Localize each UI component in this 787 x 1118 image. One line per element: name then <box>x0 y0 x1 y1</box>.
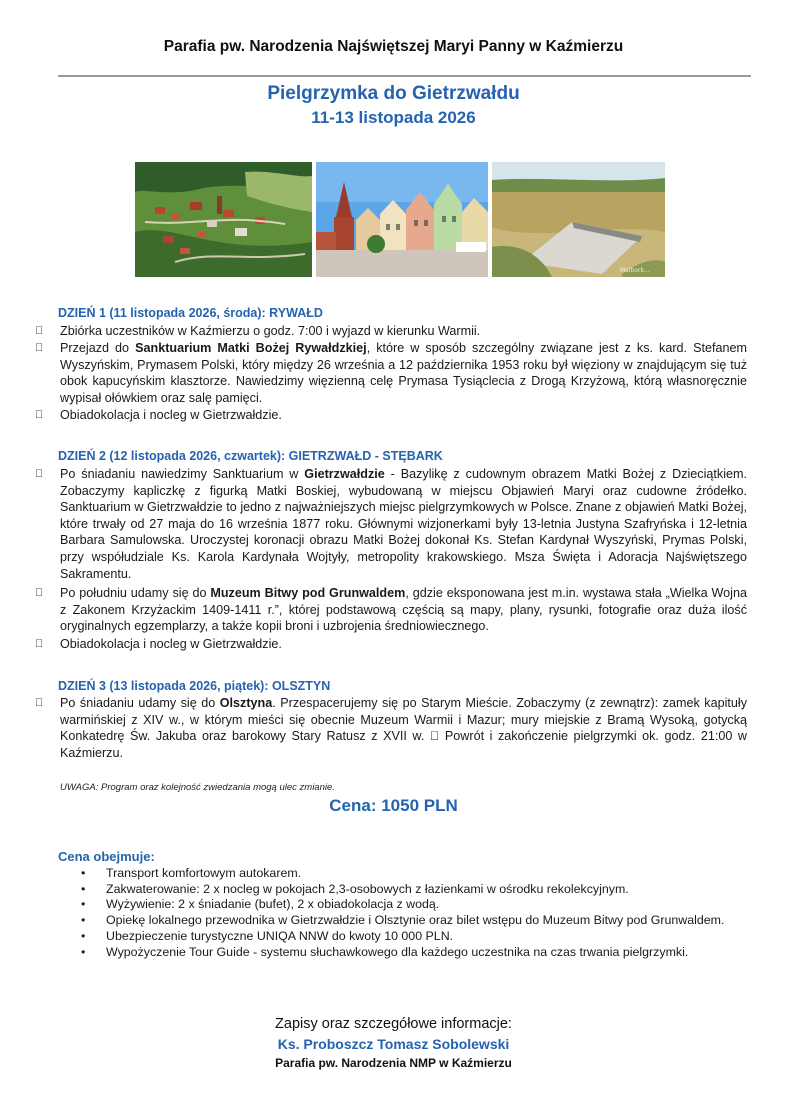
program-note: UWAGA: Program oraz kolejność zwiedzania mogą ulec zmianie. <box>60 782 335 793</box>
day-1-item-3 <box>35 407 747 424</box>
item-highlight: Gietrzwałdzie <box>304 467 385 481</box>
item-text: Po śniadaniu udamy się do <box>60 696 220 710</box>
day-3-item-1 <box>35 695 747 761</box>
item-highlight: Sanktuarium Matki Bożej Rywałdzkiej <box>135 341 367 355</box>
bullet-glyph <box>35 323 49 340</box>
photo-strip <box>135 162 665 277</box>
price-label: Cena: 1050 PLN <box>329 796 458 815</box>
bullet-glyph <box>35 340 49 357</box>
list-item: • Ubezpieczenie turystyczne UNIQA NNW do kwoty 10 000 PLN. <box>81 928 454 943</box>
item-text: Zbiórka uczestników w Kaźmierzu o godz. 7:00 i wyjazd w kierunku Warmii. <box>60 324 481 338</box>
day-2-item-3 <box>35 636 747 653</box>
includes-list <box>78 866 758 960</box>
battlefield-museum-photo <box>492 162 665 277</box>
event-title: Pielgrzymka do Gietrzwałdu <box>267 83 520 104</box>
photo-watermark: Malbork... <box>620 267 650 274</box>
day-2-heading: DZIEŃ 2 (12 listopada 2026, czwartek): GIETRZWAŁD - STĘBARK <box>58 449 443 463</box>
item-text: Przejazd do <box>60 341 136 355</box>
list-item: • Transport komfortowym autokarem. <box>81 866 302 880</box>
item-text: , gdzie eksponowana jest m.in. wystawa stała „Wielka Wojna z Zakonem Krzyżackim 1409-1411 r.”, której podstawową częścią są mapy, plany, rysunki, fotografie oraz duża ilość oryginalnych egzemplarzy, a także kopii broni i uzbrojenia średniowiecznego. <box>60 586 747 634</box>
day-2-item-1 <box>35 466 747 582</box>
old-town-square-photo <box>316 162 488 277</box>
includes-heading: Cena obejmuje: <box>58 849 155 864</box>
item-highlight: Olsztyna <box>219 696 273 710</box>
list-item: • Wyżywienie: 2 x śniadanie (bufet), 2 x obiadokolacja z wodą. <box>81 897 440 912</box>
contact-parish: Parafia pw. Narodzenia NMP w Kaźmierzu <box>275 1056 512 1070</box>
day-1-item-2 <box>35 340 747 406</box>
bullet-glyph <box>35 407 49 424</box>
day-1-heading: DZIEŃ 1 (11 listopada 2026, środa): RYWAŁD <box>58 306 323 320</box>
item-text: , które w sposób szczególny związane jest z ks. kard. Stefanem Wyszyńskim, Prymasem Polski, który między 26 września a 12 października 1953 roku był więziony w znajdującym się tuż obok kapucyńskim klasztorze. Nawiedzimy więzienną celę Prymasa Tysiąclecia z Drogą Krzyżową, którą własnoręcznie wypisał ołówkiem oraz salę pamięci. <box>60 341 747 405</box>
item-text: Po południu udamy się do <box>60 586 211 600</box>
bullet-glyph <box>35 585 49 602</box>
list-item: • Zakwaterowanie: 2 x nocleg w pokojach 2,3-osobowych z łazienkami w ośrodku rekolekcyjnym. <box>81 881 629 896</box>
day-1-item-1 <box>35 323 747 340</box>
day-3-heading: DZIEŃ 3 (13 listopada 2026, piątek): OLSZTYN <box>58 679 331 693</box>
item-text: Obiadokolacja i nocleg w Gietrzwałdzie. <box>60 408 282 422</box>
bullet-glyph <box>35 636 49 653</box>
header-divider <box>58 75 751 77</box>
item-text: Obiadokolacja i nocleg w Gietrzwałdzie. <box>60 637 282 651</box>
item-text: . Przespacerujemy się po Starym Mieście. Zobaczymy (z zewnątrz): zamek kapituły warmińskiej z XIV w., w którym mieści się obecnie Muzeum Warmii i Mazur; mury miejskie z Bramą Wysoką, gotycką Konkatedrę Św. Jakuba oraz barokowy Stary Ratusz z XVII w. Powrót i zakończenie pielgrzymki ok. godz. 21:00 w Kaźmierzu. <box>60 696 747 760</box>
event-dates: 11-13 listopada 2026 <box>311 108 476 127</box>
aerial-village-photo <box>135 162 312 277</box>
contact-priest: Ks. Proboszcz Tomasz Sobolewski <box>277 1036 510 1052</box>
day-2-item-2 <box>35 585 747 635</box>
parish-header: Parafia pw. Narodzenia Najświętszej Maryi Panny w Kaźmierzu <box>163 38 624 55</box>
item-text: - Bazylikę z cudownym obrazem Matki Bożej z Dzieciątkiem. Zobaczymy kapliczkę z figurką Matki Boskiej, wybudowaną w miejscu Objawień Maryi oraz cudowne źródełko. Sanktuarium w Gietrzwałdzie to jedno z najważniejszych miejsc pielgrzymkowych w Polsce. Znane z objawień Matki Bożej, które trwały od 27 maja do 16 września 1877 roku. Głównymi wizjonerkami były 13-letnia Justyna Szafryńska i 12-letnia Barbara Samulowska. Uroczystej koronacji obrazu Matki Bożej dokonał Ks. Stefan Kardynał Wyszyński, Prymas Polski, przy współudziale Ks. Karola Kardynała Wojtyły, metropolity krakowskiego. Msza Święta i Adoracja Najświętszego Sakramentu. <box>60 467 747 581</box>
bullet-glyph <box>35 466 49 483</box>
contact-intro: Zapisy oraz szczegółowe informacje: <box>275 1016 512 1032</box>
item-highlight: Muzeum Bitwy pod Grunwaldem <box>210 586 406 600</box>
list-item: • Wypożyczenie Tour Guide - systemu słuchawkowego dla każdego uczestnika na czas trwania pielgrzymki. <box>81 944 689 959</box>
item-text: Po śniadaniu nawiedzimy Sanktuarium w <box>60 467 305 481</box>
list-item: • Opiekę lokalnego przewodnika w Gietrzwałdzie i Olsztynie oraz bilet wstępu do Muzeum Bitwy pod Grunwaldem. <box>81 913 725 928</box>
bullet-glyph <box>35 695 49 712</box>
